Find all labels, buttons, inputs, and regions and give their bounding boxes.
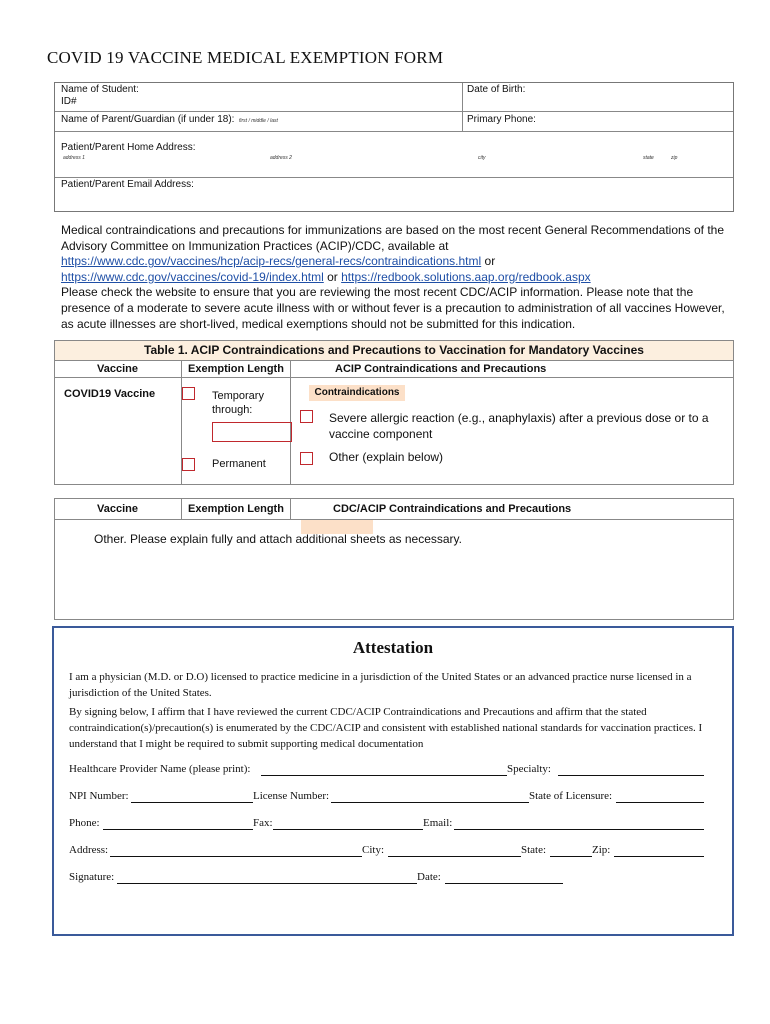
phone-label: Phone: — [69, 817, 100, 829]
or-text: or — [481, 254, 496, 269]
zip-label: Zip: — [592, 844, 611, 856]
other-explain-text: Other (explain below) — [329, 450, 444, 464]
col-vaccine: Vaccine — [97, 363, 138, 375]
or-text: or — [323, 269, 342, 284]
city-hint: city — [478, 155, 486, 161]
npi-field[interactable] — [131, 802, 253, 803]
acip-table — [54, 340, 734, 485]
email-label: Patient/Parent Email Address: — [61, 179, 194, 190]
primary-phone-label: Primary Phone: — [467, 114, 536, 125]
address-field[interactable] — [110, 856, 362, 857]
student-info-box — [54, 82, 734, 212]
parent-name-hint: first / middle / last — [239, 118, 278, 124]
permanent-checkbox[interactable] — [182, 458, 195, 471]
table-caption: Table 1. ACIP Contraindications and Precautions to Vaccination for Mandatory Vaccines — [55, 341, 733, 360]
provider-name-label: Healthcare Provider Name (please print): — [69, 763, 251, 775]
col-exemption-length: Exemption Length — [188, 503, 284, 515]
other-explanation-note: Other. Please explain fully and attach additional sheets as necessary. — [94, 532, 462, 546]
state-licensure-label: State of Licensure: — [529, 790, 613, 802]
attestation-paragraph-1: I am a physician (M.D. or D.O) licensed to practice medicine in a jurisdiction of the United States or an advanced practice nurse licensed in a jurisdiction of the United States. — [69, 671, 692, 699]
zip-field[interactable] — [614, 856, 704, 857]
student-name-label: Name of Student: — [61, 84, 139, 95]
allergic-reaction-text: Severe allergic reaction (e.g., anaphylaxis) after a previous dose or to a vaccine component — [329, 411, 709, 441]
allergic-checkbox[interactable] — [300, 410, 313, 423]
col-exemption-length: Exemption Length — [188, 363, 284, 375]
email-field[interactable] — [454, 829, 704, 830]
permanent-label: Permanent — [212, 458, 266, 470]
specialty-field[interactable] — [558, 775, 704, 776]
intro-text: Medical contraindications and precautions for immunizations are based on the most recent General Recommendations of the Advisory Committee on Immunization Practices (ACIP)/CDC, available at — [61, 223, 725, 253]
attestation-paragraph-2: By signing below, I affirm that I have reviewed the current CDC/ACIP Contraindications and Precautions and affirm that the stated contraindication(s)/precaution(s) is enumerated by the CDC/ACIP and consistent with established national standards for vaccination practices. I understand that I might be required to submit supporting medical documentation — [69, 706, 703, 750]
attestation-heading: Attestation — [352, 638, 434, 657]
date-field[interactable] — [445, 883, 563, 884]
contraindications-tag: Contraindications — [309, 385, 405, 401]
state-field[interactable] — [550, 856, 592, 857]
address2-hint: address 2 — [270, 155, 292, 161]
city-field[interactable] — [388, 856, 521, 857]
covid19-link[interactable]: https://www.cdc.gov/vaccines/covid-19/index.html — [61, 269, 324, 284]
explanation-area[interactable] — [56, 549, 732, 617]
dob-label: Date of Birth: — [467, 84, 526, 95]
state-licensure-field[interactable] — [616, 802, 704, 803]
contraindications-link[interactable]: https://www.cdc.gov/vaccines/hcp/acip-recs/general-recs/contraindications.html — [61, 254, 482, 269]
col-acip-precautions: ACIP Contraindications and Precautions — [335, 363, 547, 375]
fax-label: Fax: — [253, 817, 273, 829]
home-address-label: Patient/Parent Home Address: — [61, 142, 196, 153]
parent-name-label: Name of Parent/Guardian (if under 18): — [61, 114, 235, 125]
zip-hint: zip — [671, 155, 678, 161]
intro-note: Please check the website to ensure that you are reviewing the most recent CDC/ACIP information. Please note that the presence of a moderate to severe acute illness with or without fever is a precaution to administration of all vaccines However, as acute illnesses are short-lived, medical exemptions should not be submitted for this indication. — [61, 285, 725, 331]
attestation-box — [52, 626, 734, 936]
other-table — [54, 498, 734, 620]
date-label: Date: — [417, 871, 441, 883]
intro-paragraph — [61, 223, 731, 332]
state-hint: state — [643, 155, 654, 161]
temporary-date-input[interactable] — [212, 422, 292, 442]
address1-hint: address 1 — [63, 155, 85, 161]
city-label: City: — [362, 844, 385, 856]
id-label: ID# — [61, 96, 77, 107]
col-vaccine: Vaccine — [97, 503, 138, 515]
npi-label: NPI Number: — [69, 790, 129, 802]
temporary-label: Temporary through: — [212, 390, 264, 416]
email-label: Email: — [423, 817, 453, 829]
col-cdc-precautions: CDC/ACIP Contraindications and Precautions — [333, 503, 572, 515]
state-label: State: — [521, 844, 547, 856]
address-label: Address: — [69, 844, 109, 856]
signature-field[interactable] — [117, 883, 417, 884]
signature-label: Signature: — [69, 871, 115, 883]
form-title: COVID 19 VACCINE MEDICAL EXEMPTION FORM — [47, 48, 444, 67]
specialty-label: Specialty: — [507, 763, 551, 775]
other-checkbox[interactable] — [300, 452, 313, 465]
license-field[interactable] — [331, 802, 529, 803]
license-label: License Number: — [253, 790, 330, 802]
provider-name-field[interactable] — [261, 775, 507, 776]
vaccine-name: COVID19 Vaccine — [64, 388, 156, 400]
redbook-link[interactable]: https://redbook.solutions.aap.org/redbook.aspx — [341, 269, 591, 284]
temporary-checkbox[interactable] — [182, 387, 195, 400]
fax-field[interactable] — [273, 829, 423, 830]
phone-field[interactable] — [103, 829, 253, 830]
